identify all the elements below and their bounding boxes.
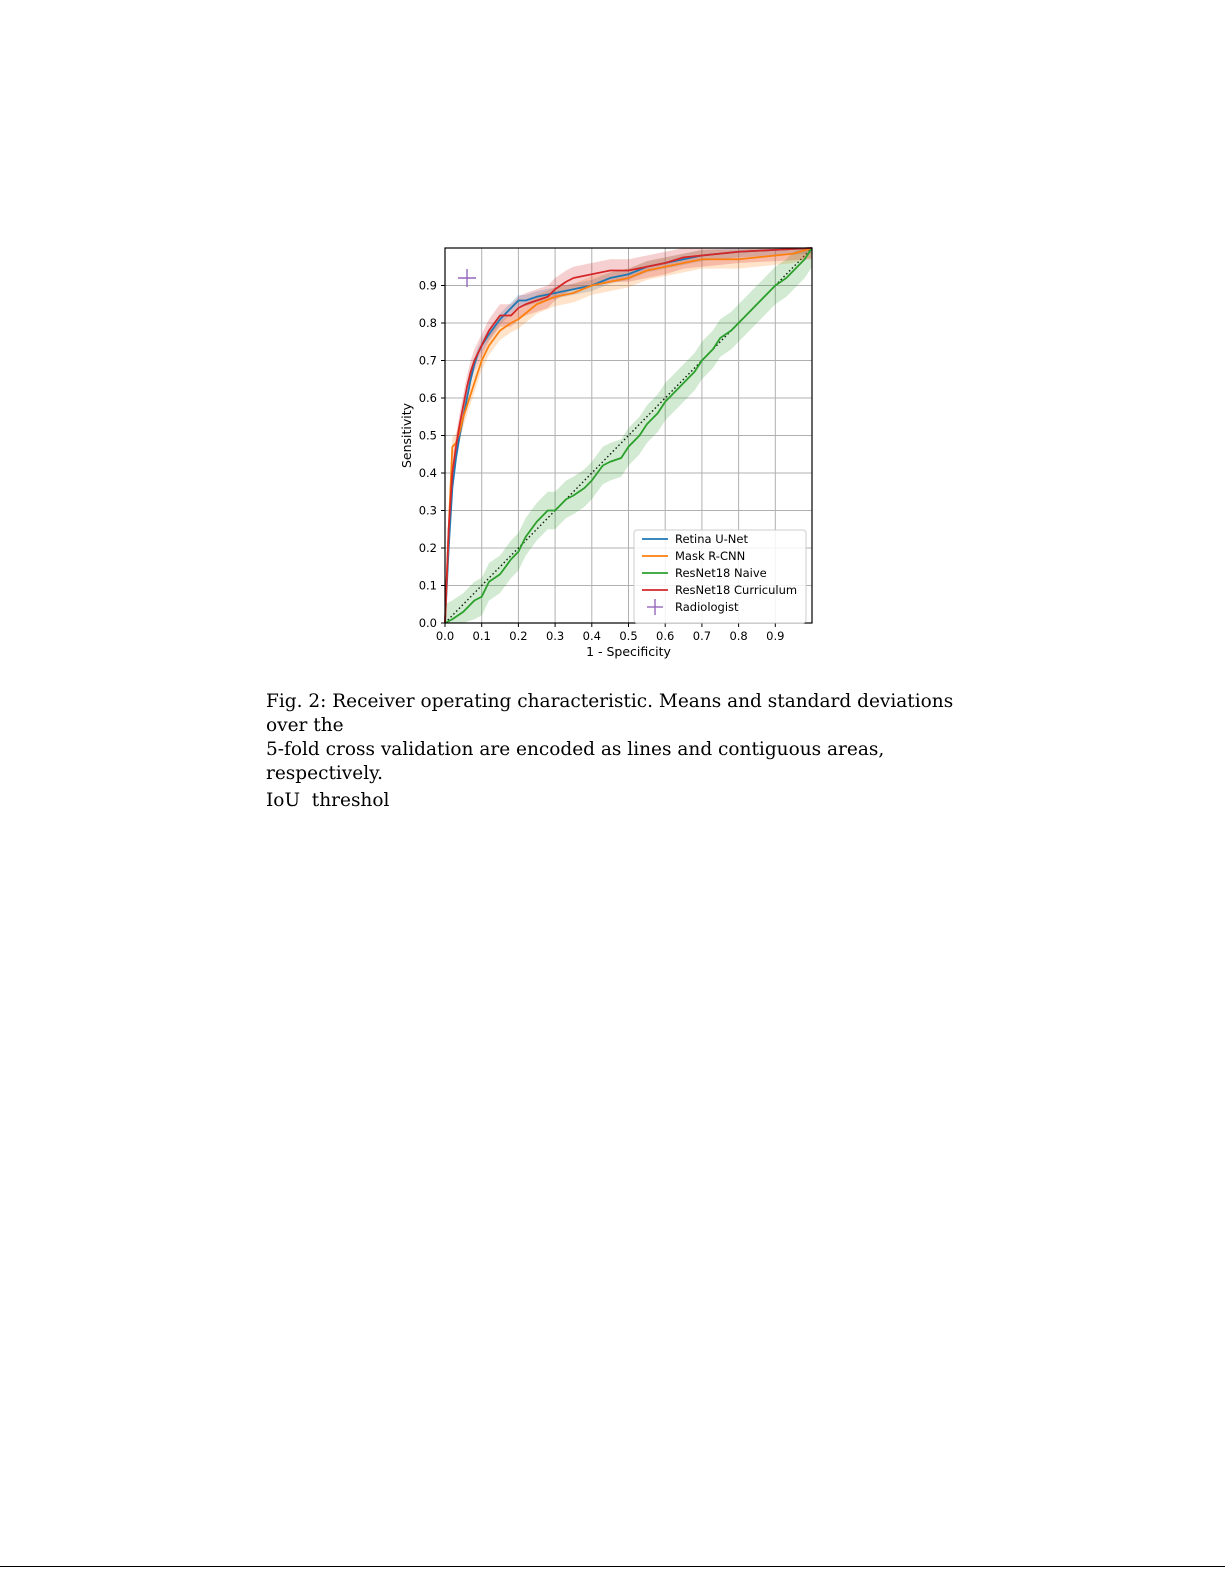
legend [634, 530, 806, 623]
y-tick-label-0: 0.0 [418, 616, 437, 630]
point-markers [458, 269, 476, 287]
legend-label-radiologist: Radiologist [675, 600, 739, 614]
y-axis-ticks [419, 279, 445, 631]
x-tick-label-0: 0.0 [435, 629, 455, 643]
x-tick-label-9: 0.9 [766, 629, 785, 643]
legend-label-resnet18-curriculum: ResNet18 Curriculum [675, 583, 798, 597]
caption-line-1: Fig. 2: Receiver operating characteristic. Means and standard deviations over the [266, 691, 954, 736]
y-tick-label-7: 0.7 [418, 353, 437, 368]
x-tick-label-3: 0.3 [545, 629, 565, 643]
y-tick-label-2: 0.2 [418, 541, 437, 555]
figure-caption [266, 690, 966, 786]
y-tick-label-4: 0.4 [418, 466, 437, 480]
y-tick-label-3: 0.3 [418, 503, 437, 518]
y-tick-label-6: 0.6 [418, 391, 437, 405]
x-tick-label-5: 0.5 [619, 629, 638, 643]
caption-line-2: 5-fold cross validation are encoded as lines and contiguous areas, respectively. [266, 739, 885, 784]
x-tick-label-1: 0.1 [472, 629, 491, 643]
page-bottom-rule [0, 1566, 1225, 1567]
y-tick-label-1: 0.1 [418, 578, 437, 593]
y-tick-label-8: 0.8 [418, 316, 437, 330]
x-tick-label-8: 0.8 [729, 629, 748, 643]
x-tick-label-6: 0.6 [656, 629, 675, 643]
body-text-fragment: IoU threshol [266, 790, 390, 811]
radiologist-marker [458, 269, 476, 287]
x-axis-ticks [436, 623, 785, 643]
y-tick-label-5: 0.5 [418, 428, 437, 443]
x-axis-label: 1 - Specificity [586, 644, 671, 659]
x-tick-label-2: 0.2 [509, 629, 528, 643]
y-tick-label-9: 0.9 [418, 278, 437, 293]
roc-figure [0, 0, 1225, 680]
legend-label-mask-r-cnn: Mask R-CNN [675, 549, 746, 563]
legend-label-resnet18-naive: ResNet18 Naive [675, 566, 767, 580]
x-tick-label-4: 0.4 [582, 629, 601, 643]
legend-label-retina-u-net: Retina U-Net [675, 532, 748, 546]
y-axis-label: Sensitivity [399, 402, 414, 469]
x-tick-label-7: 0.7 [692, 629, 712, 643]
